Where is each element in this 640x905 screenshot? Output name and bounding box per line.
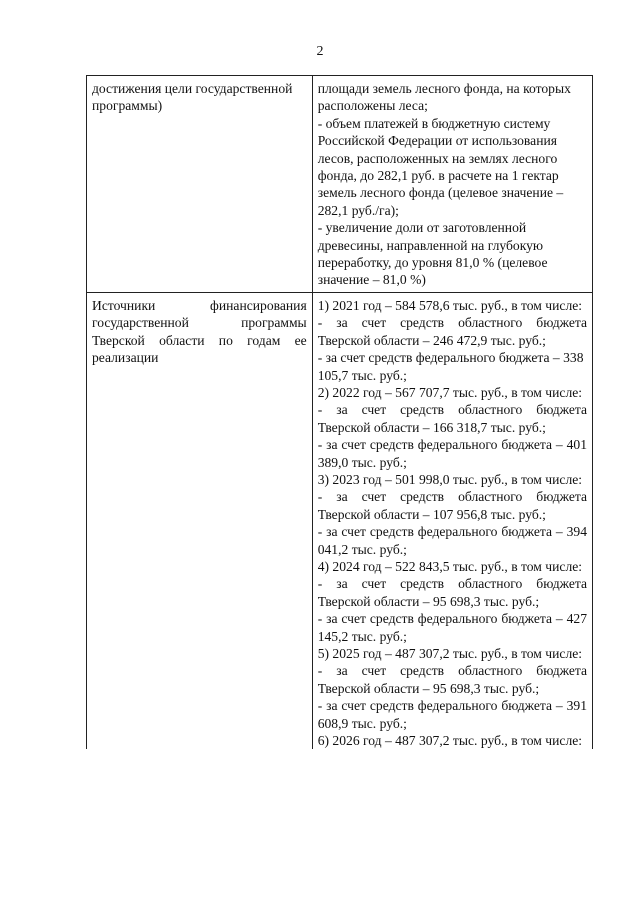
funding-year-line: 6) 2026 год – 487 307,2 тыс. руб., в том числе: [317, 733, 583, 749]
funding-regional-line: - за счет средств областного бюджета Тверской области – 95 698,3 тыс. руб.; [317, 663, 587, 696]
funding-regional-line: - за счет средств областного бюджета Тверской области – 95 698,3 тыс. руб.; [317, 576, 587, 609]
page-number: 2 [316, 44, 324, 59]
funding-federal-line: - за счет средств федерального бюджета – 391 608,9 тыс. руб.; [317, 698, 587, 731]
funding-year-line: 2) 2022 год – 567 707,7 тыс. руб., в том числе: [317, 384, 583, 400]
funding-year-line: 3) 2023 год – 501 998,0 тыс. руб., в том числе: [317, 471, 583, 487]
content-paragraph: площади земель лесного фонда, на которых расположены леса; [317, 81, 571, 114]
funding-federal-line: - за счет средств федерального бюджета – 338 105,7 тыс. руб.; [317, 350, 584, 383]
content-paragraph: - увеличение доли от заготовленной древесины, направленной на глубокую переработку, до уровня 81,0 % (целевое значение – 81,0 %) [317, 220, 548, 288]
funding-year-line: 5) 2025 год – 487 307,2 тыс. руб., в том числе: [317, 646, 583, 661]
funding-year-line: 4) 2024 год – 522 843,5 тыс. руб., в том числе: [317, 558, 583, 574]
funding-federal-line: - за счет средств федерального бюджета – 394 041,2 тыс. руб.; [317, 524, 587, 557]
funding-regional-line: - за счет средств областного бюджета Тверской области – 166 318,7 тыс. руб.; [317, 402, 587, 435]
content-paragraph: - объем платежей в бюджетную систему Российской Федерации от использования лесов, расположенных на землях лесного фонда, до 282,1 руб. в расчете на 1 гектар земель лесного фонда (целевое значение – 282,1 руб./га); [317, 115, 564, 218]
row-label: достижения цели государственной программы) [92, 81, 293, 114]
funding-regional-line: - за счет средств областного бюджета Тверской области – 107 956,8 тыс. руб.; [317, 489, 587, 522]
row-label-cell [87, 292, 313, 749]
row-label: Источники финансирования государственной программы Тверской области по годам ее реализации [92, 297, 307, 366]
row-content-cell [312, 76, 592, 293]
funding-year-line: 1) 2021 год – 584 578,6 тыс. руб., в том числе: [317, 297, 583, 313]
funding-regional-line: - за счет средств областного бюджета Тверской области – 246 472,9 тыс. руб.; [317, 315, 587, 348]
row-content-cell [312, 292, 592, 749]
funding-federal-line: - за счет средств федерального бюджета – 427 145,2 тыс. руб.; [317, 611, 587, 644]
program-passport-table [86, 75, 593, 749]
table-row [87, 76, 593, 293]
table-row [87, 292, 593, 749]
row-label-cell [87, 76, 313, 293]
funding-federal-line: - за счет средств федерального бюджета – 401 389,0 тыс. руб.; [317, 437, 587, 470]
